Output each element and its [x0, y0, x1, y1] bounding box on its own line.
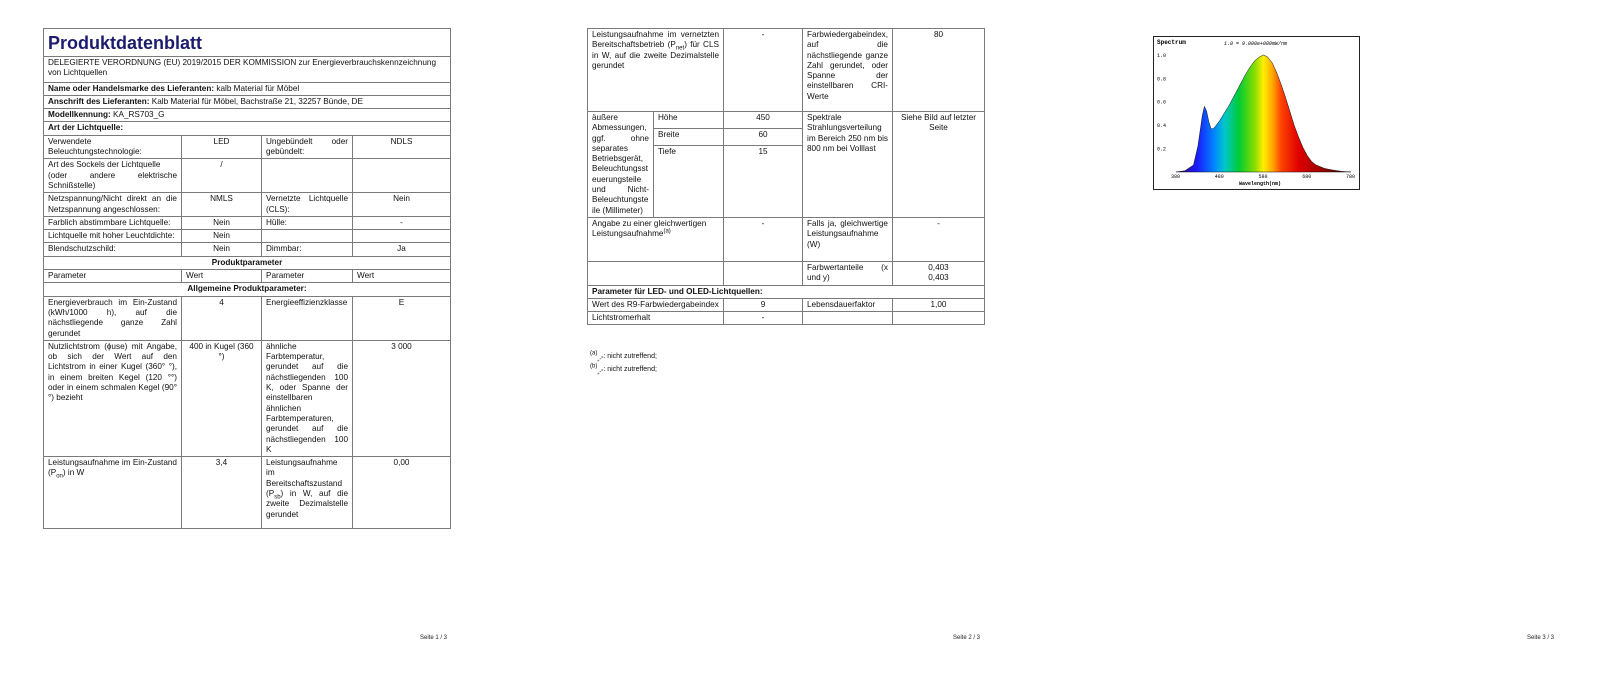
- survival-value: 1,00: [893, 298, 985, 311]
- cls-value: Nein: [353, 193, 451, 217]
- net-standby-label-b: ) für CLS in W, auf die zweite Dezimalstelle gerundet: [592, 40, 719, 70]
- equiv-power-value: -: [893, 217, 985, 261]
- standby-label-b: ) in W, auf die zweite Dezimalstelle gerundet: [266, 488, 348, 519]
- depth-label: Tiefe: [654, 145, 724, 217]
- footnote-b: [590, 364, 657, 376]
- width-value: 60: [724, 128, 803, 145]
- high-luminance-value: Nein: [182, 230, 262, 243]
- regulation-text: DELEGIERTE VERORDNUNG (EU) 2019/2015 DER KOMMISSION zur Energieverbrauchskennzeichnung von Lichtquellen: [44, 57, 451, 83]
- mains-label: Netzspannung/Nicht direkt an die Netzspannung angeschlossen:: [44, 193, 182, 217]
- led-params-header: Parameter für LED- und OLED-Lichtquellen:: [588, 285, 985, 298]
- supplier-address-label: Anschrift des Lieferanten:: [48, 96, 150, 106]
- envelope-label: Hülle:: [262, 216, 353, 229]
- x-tick-label: 480: [1214, 174, 1224, 180]
- x-tick-label: 380: [1171, 174, 1181, 180]
- socket-label-line1: Art des Sockels der Lichtquelle: [48, 160, 161, 170]
- net-standby-label: [588, 29, 724, 112]
- technology-value: LED: [182, 135, 262, 159]
- x-tick-label: 680: [1302, 174, 1312, 180]
- footnote-a-text: : nicht zutreffend;: [603, 353, 657, 360]
- col-header-param-1: Parameter: [44, 270, 182, 283]
- lumen-maint-label: Lichtstromerhalt: [588, 312, 724, 325]
- footnote-a-sub: „-“: [597, 356, 604, 363]
- cri-value: 80: [893, 29, 985, 112]
- survival-label: Lebensdauerfaktor: [803, 298, 893, 311]
- power-on-label: [44, 457, 182, 529]
- lumen-maint-empty-1: [803, 312, 893, 325]
- dimensions-label: äußere Abmessungen, ggf. ohne separates Betriebsgerät, Beleuchtungssteuerungsteile und Nicht-Beleuchtungsteile (Millimeter): [588, 112, 654, 218]
- luminous-flux-label: Nutzlichtstrom (ɸuse) mit Angabe, ob sich der Wert auf den Lichtstrom in einer Kugel (360° °), in einem breiten Kegel (120 °°) oder in einem schmalen Kegel (90° °) bezieht: [44, 340, 182, 456]
- equiv-sup: (a): [663, 228, 671, 235]
- datasheet-page-2: [533, 0, 1066, 696]
- y-tick-label: 1.0: [1157, 52, 1167, 59]
- footnote-a: [590, 351, 657, 363]
- lumen-maint-empty-2: [893, 312, 985, 325]
- supplier-name-label: Name oder Handelsmarke des Lieferanten:: [48, 83, 215, 93]
- standby-label-a: Leistungsaufnahme im Bereitschaftszustand (P: [266, 458, 343, 498]
- height-value: 450: [724, 112, 803, 129]
- high-luminance-empty-1: [262, 230, 353, 243]
- dimmable-value: Ja: [353, 243, 451, 256]
- cct-value: 3 000: [353, 340, 451, 456]
- envelope-value: -: [353, 216, 451, 229]
- lumen-maint-value: -: [724, 312, 803, 325]
- energy-consumption-label: Energieverbrauch im Ein-Zustand (kWh/1000 h), auf die nächstliegende ganze Zahl gerundet: [44, 296, 182, 340]
- spectrum-svg: [1154, 37, 1359, 189]
- page-number-1: Seite 1 / 3: [420, 635, 448, 641]
- socket-empty-2: [353, 159, 451, 193]
- power-on-label-a: Leistungsaufnahme im Ein-Zustand (P: [48, 458, 177, 478]
- dimmable-label: Dimmbar:: [262, 243, 353, 256]
- standby-label: [262, 457, 353, 529]
- datasheet-page-1: [0, 0, 533, 696]
- spectrum-area: [1176, 55, 1351, 172]
- footnote-b-text: : nicht zutreffend;: [603, 366, 657, 373]
- anti-glare-value: Nein: [182, 243, 262, 256]
- chroma-empty-1: [588, 261, 724, 285]
- chroma-x: 0,403: [928, 262, 949, 272]
- socket-empty-1: [262, 159, 353, 193]
- chroma-y: 0,403: [928, 273, 949, 283]
- socket-label-line2: (oder andere elektrische Schnißstelle): [48, 170, 177, 190]
- energy-class-label: Energieeffizienzklasse: [262, 296, 353, 340]
- datasheet-table-1: [43, 28, 451, 529]
- page-number-3: Seite 3 / 3: [1527, 635, 1555, 641]
- footnote-b-sup: (b): [590, 363, 598, 370]
- power-on-value: 3,4: [182, 457, 262, 529]
- luminous-flux-value: 400 in Kugel (360 °): [182, 340, 262, 456]
- technology-label: Verwendete Beleuchtungstechnologie:: [44, 135, 182, 159]
- model-value: KA_RS703_G: [113, 110, 165, 120]
- x-axis-label: Wavelength(nm): [1239, 181, 1282, 187]
- x-tick-label: 780: [1346, 174, 1356, 180]
- col-header-value-2: Wert: [353, 270, 451, 283]
- y-tick-label: 0.6: [1157, 99, 1167, 106]
- footnote-b-sub: „-“: [597, 369, 604, 376]
- width-label: Breite: [654, 128, 724, 145]
- equiv-label-text: Angabe zu einer gleichwertigen Leistungsaufnahme: [592, 218, 707, 239]
- light-source-type-heading: Art der Lichtquelle:: [44, 122, 451, 135]
- equiv-power-label: Falls ja, gleichwertige Leistungsaufnahme (W): [803, 217, 893, 261]
- anti-glare-label: Blendschutzschild:: [44, 243, 182, 256]
- y-tick-label: 0.2: [1157, 146, 1167, 153]
- model-label: Modellkennung:: [48, 110, 111, 120]
- spectral-value: Siehe Bild auf letzter Seite: [893, 112, 985, 218]
- general-params-header: Allgemeine Produktparameter:: [44, 283, 451, 296]
- undirected-value: NDLS: [353, 135, 451, 159]
- color-tunable-label: Farblich abstimmbare Lichtquelle:: [44, 216, 182, 229]
- energy-class-value: E: [353, 296, 451, 340]
- chroma-label: Farbwertanteile (x und y): [803, 261, 893, 285]
- product-params-header: Produktparameter: [44, 256, 451, 269]
- mains-value: NMLS: [182, 193, 262, 217]
- depth-value: 15: [724, 145, 803, 217]
- supplier-address-value: Kalb Material für Möbel, Bachstraße 21, 32257 Bünde, DE: [151, 96, 363, 106]
- standby-value: 0,00: [353, 457, 451, 529]
- col-header-value-1: Wert: [182, 270, 262, 283]
- spectrum-title: Spectrum: [1157, 39, 1186, 46]
- color-tunable-value: Nein: [182, 216, 262, 229]
- power-on-label-b: ) in W: [62, 468, 85, 478]
- spectrum-scale: 1.0 = 9.000e+000mW/nm: [1224, 41, 1288, 47]
- net-standby-value: -: [724, 29, 803, 112]
- height-label: Höhe: [654, 112, 724, 129]
- energy-consumption-value: 4: [182, 296, 262, 340]
- y-tick-label: 0.4: [1157, 123, 1167, 130]
- standby-sub: sb: [274, 494, 281, 501]
- equiv-label: [588, 217, 724, 261]
- undirected-label: Ungebündelt oder gebündelt:: [262, 135, 353, 159]
- y-tick-labels: [1157, 53, 1166, 153]
- datasheet-table-2: [587, 28, 985, 325]
- chroma-empty-2: [724, 261, 803, 285]
- model-row: [44, 109, 451, 122]
- footnote-a-sup: (a): [590, 350, 598, 357]
- x-tick-label: 580: [1258, 174, 1268, 180]
- high-luminance-empty-2: [353, 230, 451, 243]
- r9-value: 9: [724, 298, 803, 311]
- cri-label: Farbwiedergabeindex, auf die nächstliegende ganze Zahl gerundet, oder Spanne der einstellbaren CRI-Werte: [803, 29, 893, 112]
- net-standby-label-a: Leistungsaufnahme im vernetzten Bereitschaftsbetrieb (P: [592, 30, 719, 50]
- power-on-sub: on: [56, 474, 63, 481]
- equiv-value: -: [724, 217, 803, 261]
- supplier-name-row: [44, 82, 451, 95]
- net-standby-sub: net: [675, 45, 685, 52]
- supplier-address-row: [44, 95, 451, 108]
- page-title: Produktdatenblatt: [44, 29, 451, 57]
- page-number-2: Seite 2 / 3: [953, 635, 981, 641]
- x-tick-labels: [1171, 174, 1355, 180]
- cct-label: ähnliche Farbtemperatur, gerundet auf die nächstliegenden 100 K, oder Spanne der einstellbaren ähnlichen Farbtemperaturen, gerundet auf die nächstliegenden 100 K: [262, 340, 353, 456]
- cls-label: Vernetzte Lichtquelle (CLS):: [262, 193, 353, 217]
- spectral-label: Spektrale Strahlungsverteilung im Bereich 250 nm bis 800 nm bei Volllast: [803, 112, 893, 218]
- socket-label: [44, 159, 182, 193]
- r9-label: Wert des R9-Farbwiedergabeindex: [588, 298, 724, 311]
- col-header-param-2: Parameter: [262, 270, 353, 283]
- high-luminance-label: Lichtquelle mit hoher Leuchtdichte:: [44, 230, 182, 243]
- supplier-name-value: kalb Material für Möbel: [216, 83, 300, 93]
- chroma-values: [893, 261, 985, 285]
- spectrum-chart: [1153, 36, 1360, 190]
- socket-value: /: [182, 159, 262, 193]
- y-tick-label: 0.8: [1157, 76, 1167, 83]
